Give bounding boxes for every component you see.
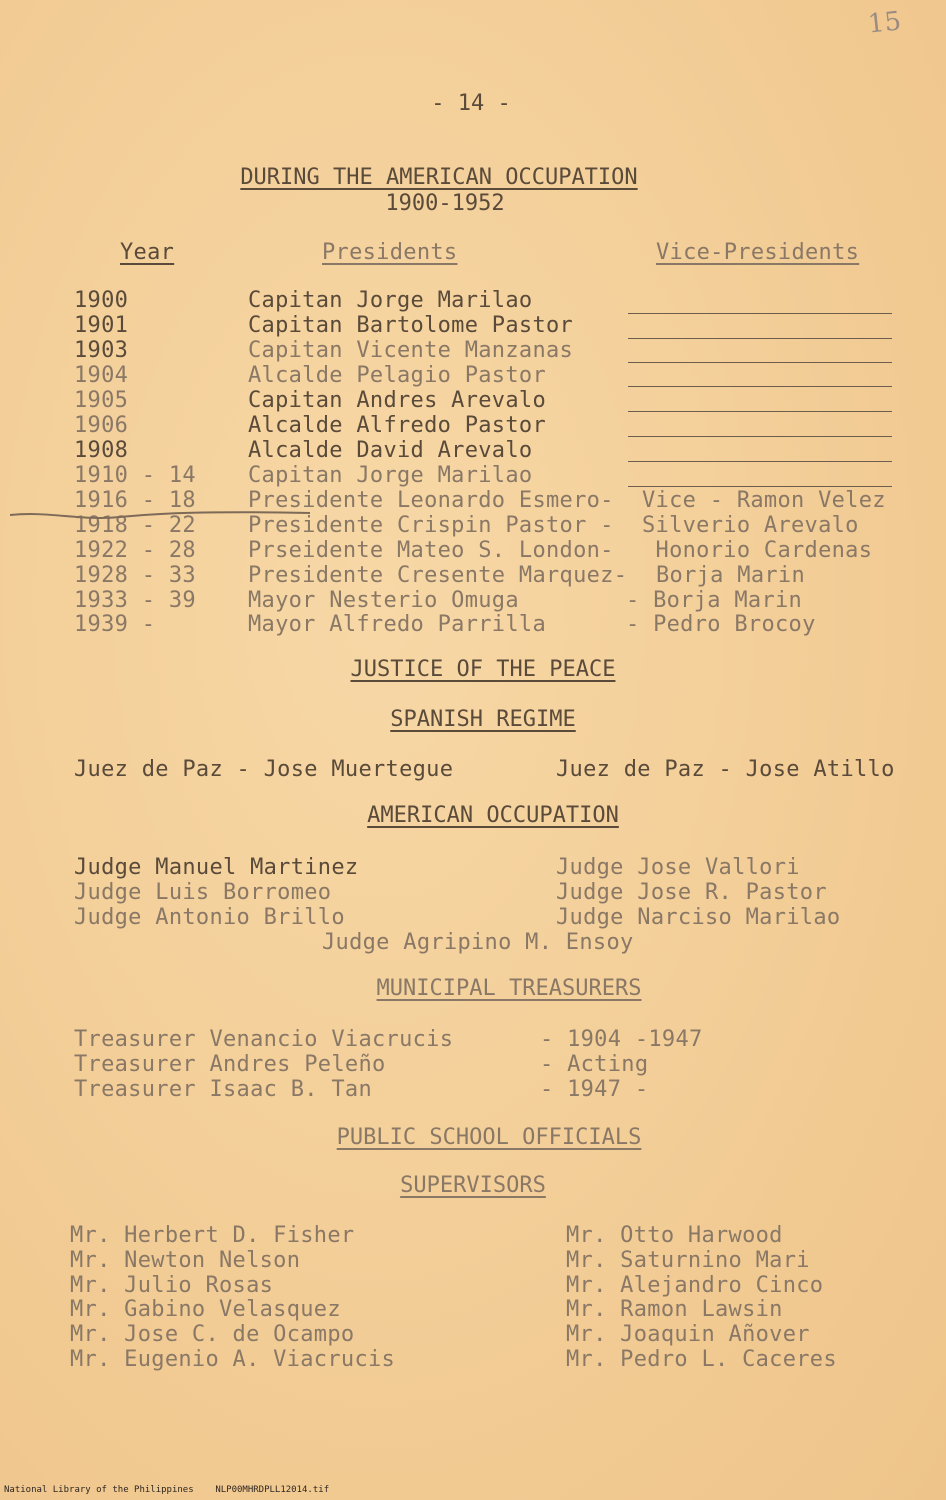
official-president: Alcalde Alfredo Pastor [248, 413, 546, 438]
official-president: Prseidente Mateo S. London- [248, 538, 614, 563]
official-vice-president: Vice - Ramon Velez [642, 488, 886, 513]
official-president: Capitan Jorge Marilao [248, 463, 533, 488]
treasurer-term: - 1947 - [540, 1077, 649, 1102]
official-year: 1922 - 28 [74, 538, 196, 563]
official-president: Presidente Crispin Pastor - [248, 513, 614, 538]
official-year: 1905 [74, 388, 129, 413]
vice-president-blank [628, 411, 892, 412]
column-header-vice-presidents: Vice-Presidents [656, 240, 860, 265]
official-year: 1918 - 22 [74, 513, 196, 538]
official-president: Capitan Jorge Marilao [248, 288, 533, 313]
official-vice-president: - Pedro Brocoy [626, 612, 816, 637]
pencil-strike-line [10, 505, 310, 525]
official-year: 1901 [74, 313, 129, 338]
judge-center: Judge Agripino M. Ensoy [322, 930, 634, 955]
supervisor-left: Mr. Herbert D. Fisher [70, 1223, 355, 1248]
heading-years: 1900-1952 [385, 191, 505, 216]
handwritten-page-number: 15 [866, 6, 903, 40]
official-vice-president: Borja Marin [656, 563, 805, 588]
official-president: Capitan Bartolome Pastor [248, 313, 574, 338]
official-year: 1910 - 14 [74, 463, 196, 488]
vice-president-blank [628, 386, 892, 387]
official-year: 1900 [74, 288, 129, 313]
spanish-regime-title: SPANISH REGIME [390, 707, 576, 732]
official-year: 1903 [74, 338, 129, 363]
official-vice-president: Honorio Cardenas [642, 538, 873, 563]
supervisors-title: SUPERVISORS [400, 1173, 546, 1198]
supervisor-right: Mr. Otto Harwood [566, 1223, 783, 1248]
official-year: 1916 - 18 [74, 488, 196, 513]
treasurer-name: Treasurer Venancio Viacrucis [74, 1027, 454, 1052]
vice-president-blank [628, 338, 892, 339]
official-year: 1906 [74, 413, 129, 438]
spanish-judge-right: Juez de Paz - Jose Atillo [556, 757, 895, 782]
supervisor-left: Mr. Jose C. de Ocampo [70, 1322, 355, 1347]
judge-left: Judge Antonio Brillo [74, 905, 345, 930]
official-president: Capitan Vicente Manzanas [248, 338, 574, 363]
judge-right: Judge Jose Vallori [556, 855, 800, 880]
vice-president-blank [628, 313, 892, 314]
supervisor-right: Mr. Ramon Lawsin [566, 1297, 783, 1322]
treasurer-name: Treasurer Andres Peleño [74, 1052, 386, 1077]
treasurer-name: Treasurer Isaac B. Tan [74, 1077, 372, 1102]
official-president: Presidente Cresente Marquez- [248, 563, 628, 588]
judge-left: Judge Luis Borromeo [74, 880, 332, 905]
supervisor-right: Mr. Saturnino Mari [566, 1248, 810, 1273]
official-vice-president: - Borja Marin [626, 588, 803, 613]
supervisor-right: Mr. Alejandro Cinco [566, 1273, 824, 1298]
vice-president-blank [628, 436, 892, 437]
supervisor-right: Mr. Pedro L. Caceres [566, 1347, 837, 1372]
treasurer-term: - 1904 -1947 [540, 1027, 703, 1052]
supervisor-right: Mr. Joaquin Añover [566, 1322, 810, 1347]
vice-president-blank [628, 362, 892, 363]
treasurers-title: MUNICIPAL TREASURERS [376, 976, 642, 1001]
official-year: 1908 [74, 438, 129, 463]
judge-right: Judge Jose R. Pastor [556, 880, 827, 905]
justice-title: JUSTICE OF THE PEACE [350, 657, 616, 682]
page-number: - 14 - [431, 91, 511, 116]
vice-president-blank [628, 486, 892, 487]
american-occupation-title: AMERICAN OCCUPATION [367, 803, 619, 828]
official-president: Alcalde Pelagio Pastor [248, 363, 546, 388]
column-header-year: Year [120, 240, 175, 265]
school-officials-title: PUBLIC SCHOOL OFFICIALS [336, 1125, 642, 1150]
supervisor-left: Mr. Julio Rosas [70, 1273, 274, 1298]
official-president: Capitan Andres Arevalo [248, 388, 546, 413]
supervisor-left: Mr. Gabino Velasquez [70, 1297, 341, 1322]
scan-footer: National Library of the Philippines NLP00MHRDPLL12014.tif [4, 1485, 330, 1495]
column-header-presidents: Presidents [322, 240, 458, 265]
official-president: Presidente Leonardo Esmero- [248, 488, 614, 513]
official-year: 1904 [74, 363, 129, 388]
treasurer-term: - Acting [540, 1052, 649, 1077]
official-president: Mayor Nesterio Omuga [248, 588, 519, 613]
spanish-judge-left: Juez de Paz - Jose Muertegue [74, 757, 454, 782]
judge-left: Judge Manuel Martinez [74, 855, 359, 880]
supervisor-left: Mr. Eugenio A. Viacrucis [70, 1347, 396, 1372]
heading-title: DURING THE AMERICAN OCCUPATION [240, 165, 638, 190]
official-year: 1928 - 33 [74, 563, 196, 588]
official-vice-president: Silverio Arevalo [642, 513, 859, 538]
supervisor-left: Mr. Newton Nelson [70, 1248, 301, 1273]
official-president: Mayor Alfredo Parrilla [248, 612, 546, 637]
official-year: 1939 - [74, 612, 156, 637]
official-president: Alcalde David Arevalo [248, 438, 533, 463]
vice-president-blank [628, 461, 892, 462]
official-year: 1933 - 39 [74, 588, 196, 613]
judge-right: Judge Narciso Marilao [556, 905, 841, 930]
